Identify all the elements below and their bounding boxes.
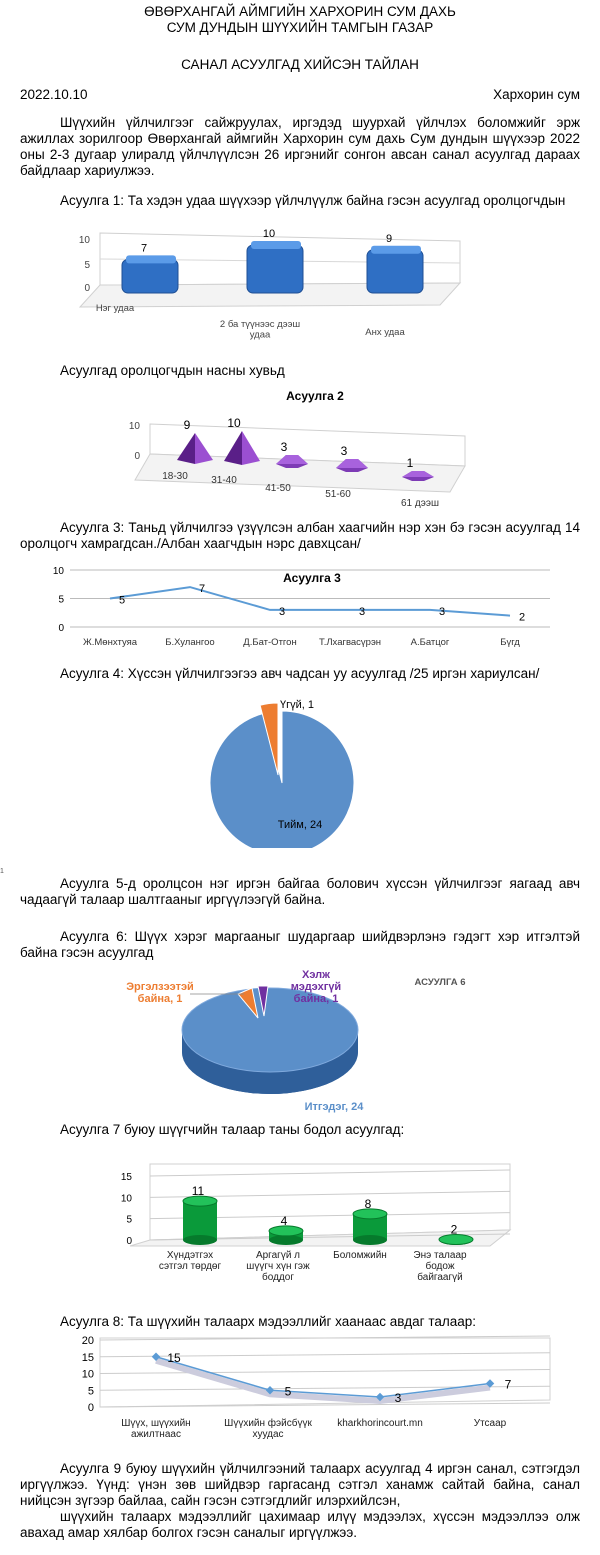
q1-bar [247,241,303,293]
q7-data-label: 11 [191,1184,205,1199]
q2-category-label: 18-30 [162,471,188,482]
q7-data-label: 8 [364,1196,372,1211]
q1-ytick: 5 [84,260,90,271]
q2-ytick: 0 [134,451,140,462]
q3-data-label: 3 [358,605,366,618]
chart-q4 [200,688,370,848]
intro-paragraph: Шүүхийн үйлчилгээг сайжруулах, иргэдэд шуурхай үйлчлэх боломжийг эрж ажиллах зорилгоор Өвөрхангай аймгийн Хархорин сум дахь Сум дундын шүүхээр 2022 оны 2-3 дугаар улиралд үйлчлүүлсэн 26 иргэнийг сонгон авсан санал асуулгад дараах байдлаар хариулжээ. [20,115,580,178]
q7-category-label: Боломжийн [333,1250,387,1261]
q3-data-label: 3 [278,605,286,618]
q8-data-label: 3 [394,1390,402,1405]
q1-data-label: 9 [385,232,393,245]
q6-title: АСУУЛГА 6 [414,977,466,988]
q1-category-label: Нэг удаа [95,303,135,314]
report-place: Хархорин сум [493,87,580,102]
q6-label-unknown: Хэлж мэдэхгүй байна, 1 [290,969,342,1005]
q8-data-label: 15 [167,1350,181,1365]
q2-category-label: 61 дээш [400,498,440,509]
q8-category-label: Шүүх, шүүхийн ажилтнаас [121,1418,191,1440]
chart-q3 [20,563,580,653]
q9-text-1: Асуулга 9 буюу шүүхийн үйлчилгээний талаарх асуулгад 4 иргэн санал, сэтгэгдэл иргүүлжээ. Үүнд: үнэн зөв шийдвэр гаргасанд сэтгэл ханамж сайтай байна, санал нийцсэн зүгээр байлаа, сайн гэсэн сэтгэгдлийг илэрхийлсэн, [20,1461,580,1508]
q2-data-label: 1 [406,456,414,470]
q1-data-label: 10 [262,228,276,240]
q9-text-2: шүүхийн талаарх мэдээллийг цахимаар илүү мэдээлэх, хүссэн мэдээллээ олж авахад амар хялбар болгох гэсэн саналыг иргүүлжээ. [20,1509,580,1540]
q1-bar [122,255,178,293]
report-date: 2022.10.10 [20,87,88,102]
q6-label-doubt: Эргэлзээтэй байна, 1 [126,981,194,1005]
chart-q2 [120,384,480,512]
q2-category-label: 51-60 [325,489,351,500]
q2-data-label: 10 [227,416,241,430]
q7-text: Асуулга 7 буюу шүүгчийн талаар таны бодол асуулгад: [60,1122,405,1137]
q7-ytick: 0 [126,1236,132,1247]
q3-category-label: Б.Хулангоо [165,637,215,648]
report-title: САНАЛ АСУУЛГАД ХИЙСЭН ТАЙЛАН [181,57,419,72]
q8-series-shadow [156,1361,490,1401]
q3-ytick: 0 [58,623,64,634]
q7-ytick: 5 [126,1214,132,1226]
q7-ytick: 15 [120,1172,132,1183]
q7-data-label: 4 [280,1213,288,1228]
q7-category-label: Аргагүй л шүүгч хүн гэж боддог [246,1250,310,1283]
q1-bar [367,246,423,293]
q3-category-label: Д.Бат-Отгон [243,637,297,648]
age-text: Асуулгад оролцогчдын насны хувьд [60,363,285,378]
q3-data-label: 7 [198,583,206,596]
q3-ytick: 10 [52,566,64,577]
q3-category-label: А.Батцог [410,637,450,648]
q1-yticks [79,235,91,294]
q6-label-trust: Итгэдэг, 24 [304,1101,364,1113]
chart-q1 [60,225,480,350]
q3-ytick: 5 [58,594,64,606]
q7-bar [353,1209,387,1245]
q2-data-label: 3 [340,444,348,458]
q2-category-label: 31-40 [211,475,237,486]
margin-mark: 1 [0,868,4,875]
q7-bar [183,1196,217,1245]
q8-category-label: Шүүхийн фэйсбүүк хуудас [224,1418,312,1440]
q2-data-label: 3 [280,440,288,454]
q3-title: Асуулга 3 [283,571,341,585]
q3-data-label: 2 [518,611,526,624]
q1-ytick: 0 [84,283,90,294]
q3-data-label: 3 [438,605,446,618]
q2-data-label: 9 [183,418,191,432]
q2-title: Асуулга 2 [286,389,344,403]
q8-category-label: kharkhorincourt.mn [337,1418,423,1429]
q1-data-label: 7 [140,242,148,255]
q6-text: Асуулга 6: Шүүх хэрэг маргааныг шударгаар шийдвэрлэнэ гэдэгт хэр итгэлтэй байна гэсэн асуулгад [20,929,580,960]
q8-category-label: Утсаар [473,1418,507,1429]
q1-ytick: 10 [78,235,90,246]
q7-category-label: Энэ талаар бодож байгаагүй [413,1250,467,1283]
chart-q7 [110,1158,520,1298]
q8-text: Асуулга 8: Та шүүхийн талаарх мэдээллийг хаанаас авдаг талаар: [60,1314,477,1329]
q3-text: Асуулга 3: Таньд үйлчилгээ үзүүлсэн албан хаагчийн нэр хэн бэ гэсэн асуулгад 14 оролцогч хамрагдсан./Албан хаагчдын нэрс давхцсан/ [20,520,580,551]
q3-series-line [110,587,510,616]
q8-data-label: 7 [504,1377,512,1392]
chart-q6 [110,968,500,1120]
org-title-line2: СУМ ДУНДЫН ШҮҮХИЙН ТАМГЫН ГАЗАР [166,20,434,35]
q3-category-label: Т.Лхагвасүрэн [318,637,382,648]
q3-category-label: Бүгд [500,637,520,648]
q7-ytick: 10 [120,1193,132,1205]
q1-text: Асуулга 1: Та хэдэн удаа шүүхээр үйлчлүүлж байна гэсэн асуулгад оролцогчдын [60,193,566,208]
q3-category-label: Ж.Мөнхтуяа [82,637,138,648]
q1-category-label: Анх удаа [365,327,405,338]
q8-ytick: 5 [87,1385,94,1398]
q8-ytick: 0 [87,1402,94,1414]
q8-gridline [100,1370,550,1374]
q3-data-label: 5 [118,594,126,607]
q1-category-label: 2 ба түүнээс дээш удаа [219,319,301,341]
chart-q8 [60,1332,560,1452]
q7-bar [269,1226,303,1245]
q2-pyramid [224,431,260,465]
q2-ytick: 10 [128,421,140,432]
q2-category-label: 41-50 [265,483,291,494]
q4-text: Асуулга 4: Хүссэн үйлчилгээгээ авч чадсан уу асуулгад /25 иргэн хариулсан/ [60,666,540,681]
q7-gridline [150,1170,510,1176]
q4-label-yes: Тийм, 24 [277,819,323,831]
q2-pyramid [177,433,213,464]
q8-ytick: 15 [81,1351,94,1364]
q8-ytick: 10 [81,1368,94,1381]
q8-ytick: 20 [81,1335,94,1347]
q7-data-label: 2 [450,1222,458,1237]
org-title-line1: ӨВӨРХАНГАЙ АЙМГИЙН ХАРХОРИН СУМ ДАХЬ [144,4,456,19]
q7-category-label: Хүндэтгэх сэтгэл төрдөг [158,1250,222,1272]
q4-label-no: Үгүй, 1 [280,699,315,711]
q5-text: Асуулга 5-д оролцсон нэг иргэн байгаа болович хүссэн үйлчилгээг яагаад авч чадаагүй талаар шалтгааныг иргүүлээгүй байна. [20,876,580,907]
q8-data-label: 5 [284,1384,292,1399]
